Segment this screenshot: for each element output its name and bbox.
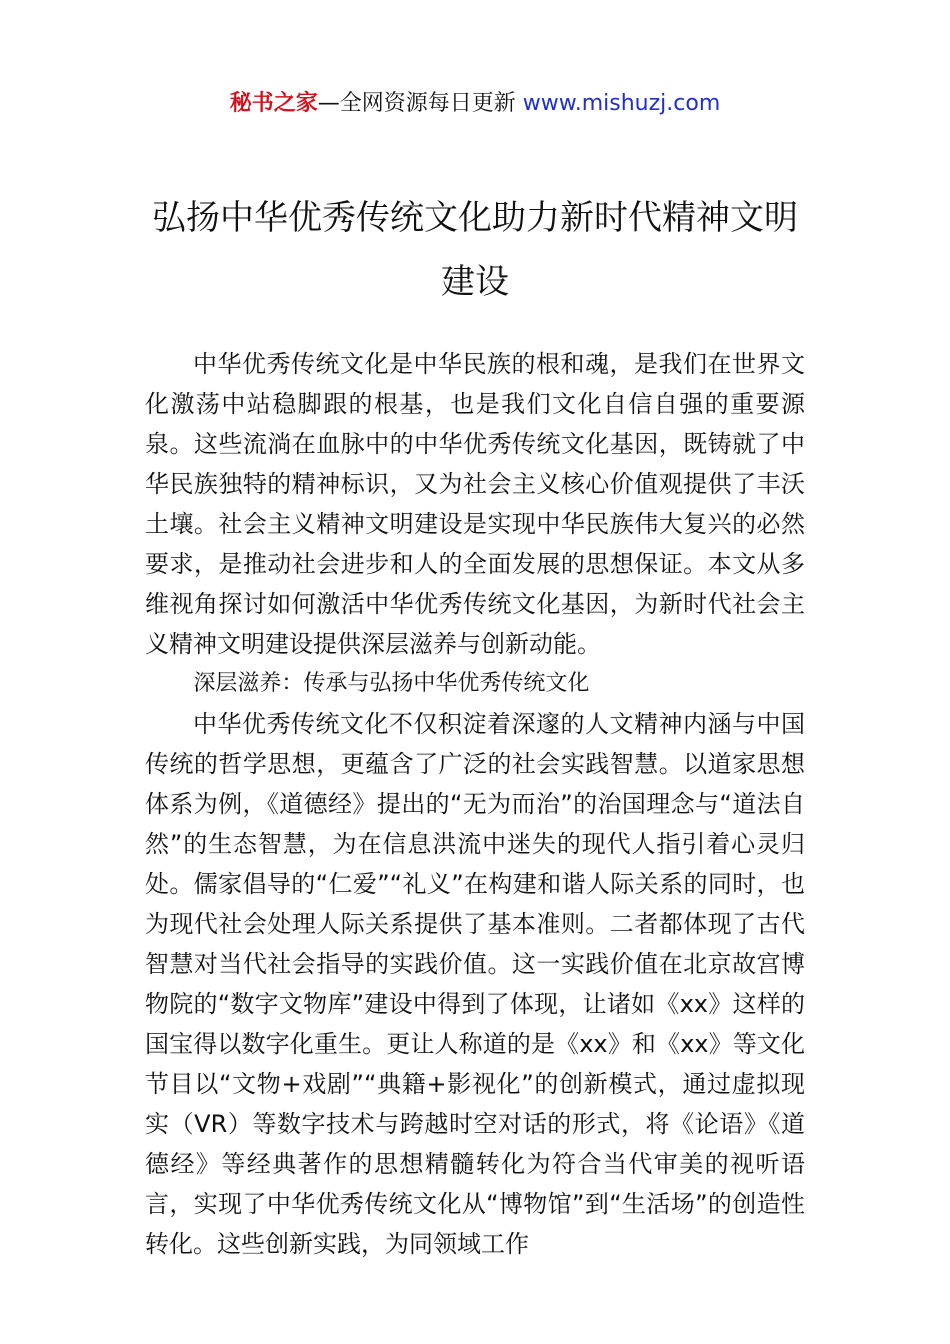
site-brand: 秘书之家 xyxy=(229,91,318,116)
document-title: 弘扬中华优秀传统文化助力新时代精神文明建设 xyxy=(152,198,798,302)
site-tagline: 全网资源每日更新 xyxy=(339,91,516,116)
intro-paragraph: 中华优秀传统文化是中华民族的根和魂，是我们在世界文化激荡中站稳脚跟的根基，也是我们文化自信自强的重要源泉。这些流淌在血脉中的中华优秀传统文化基因，既铸就了中华民族独特的精神标识，又为社会主义核心价值观提供了丰沃土壤。社会主义精神文明建设是实现中华民族伟大复兴的必然要求，是推动社会进步和人的全面发展的思想保证。本文从多维视角探讨如何激活中华优秀传统文化基因，为新时代社会主义精神文明建设提供深层滋养与创新动能。 xyxy=(145,350,805,658)
header-separator: — xyxy=(317,91,340,116)
section-heading: 深层滋养：传承与弘扬中华优秀传统文化 xyxy=(193,671,590,696)
document-body xyxy=(145,344,805,1264)
site-header xyxy=(0,88,950,120)
body-paragraph: 中华优秀传统文化不仅积淀着深邃的人文精神内涵与中国传统的哲学思想，更蕴含了广泛的社会实践智慧。以道家思想体系为例，《道德经》提出的“无为而治”的治国理念与“道法自然”的生态智慧，为在信息洪流中迷失的现代人指引着心灵归处。儒家倡导的“仁爱”“礼义”在构建和谐人际关系的同时，也为现代社会处理人际关系提供了基本准则。二者都体现了古代智慧对当代社会指导的实践价值。这一实践价值在北京故宫博物院的“数字文物库”建设中得到了体现，让诸如《xx》这样的国宝得以数字化重生。更让人称道的是《xx》和《xx》等文化节目以“文物+戏剧”“典籍+影视化”的创新模式，通过虚拟现实（VR）等数字技术与跨越时空对话的形式，将《论语》《道德经》等经典著作的思想精髓转化为符合当代审美的视听语言，实现了中华优秀传统文化从“博物馆”到“生活场”的创造性转化。这些创新实践，为同领域工作 xyxy=(145,710,805,1258)
site-url-link[interactable]: www.mishuzj.com xyxy=(522,91,721,116)
